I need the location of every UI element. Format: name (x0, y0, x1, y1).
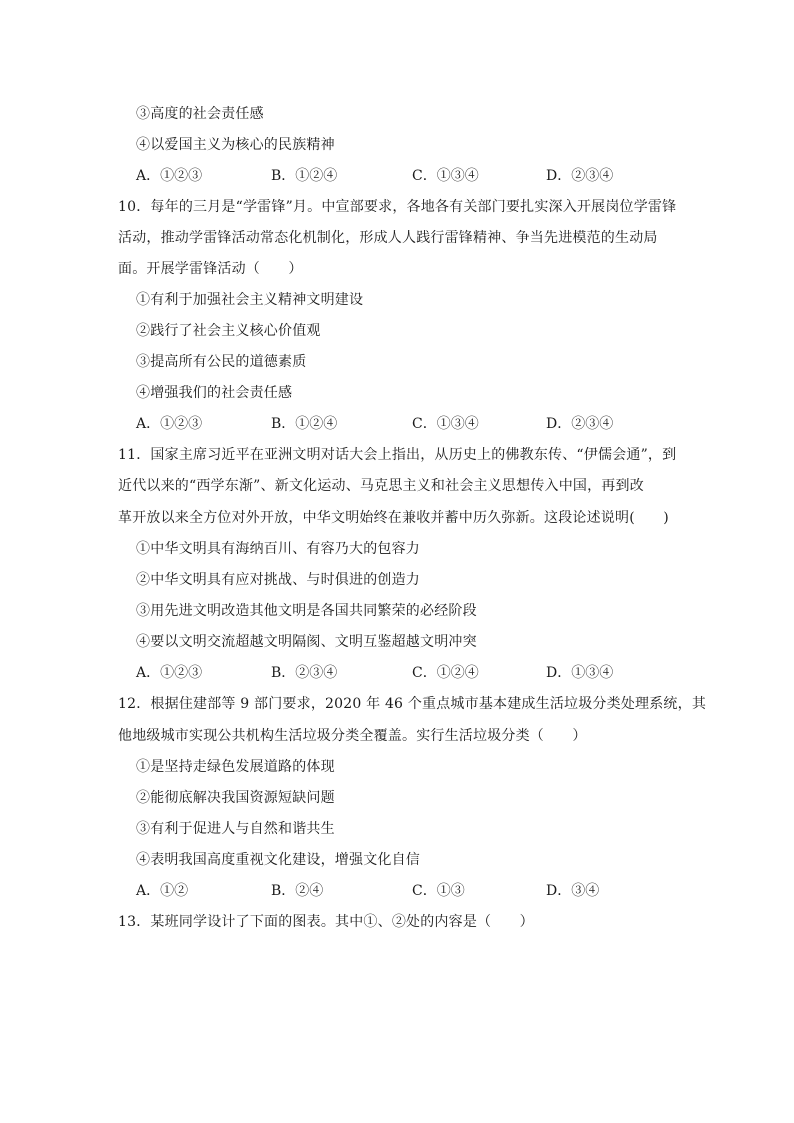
q12-item-1: ①是坚持走绿色发展道路的体现 (136, 759, 335, 775)
q12-stem-line-2: 他地级城市实现公共机构生活垃圾分类全覆盖。实行生活垃圾分类（ ） (118, 728, 587, 744)
q9-item-3: ③高度的社会责任感 (136, 106, 264, 122)
q10-option-d: D．②③④ (546, 416, 614, 432)
q11-options (136, 663, 676, 683)
q11-item-3: ③用先进文明改造其他文明是各国共同繁荣的必经阶段 (136, 603, 477, 619)
q11-option-b: B．②③④ (271, 665, 338, 681)
q10-option-b: B．①②④ (271, 416, 338, 432)
q9-options (136, 166, 676, 186)
q9-option-d: D．②③④ (546, 168, 614, 184)
q9-option-c: C．①③④ (412, 168, 479, 184)
q10-option-c: C．①③④ (412, 416, 479, 432)
q11-option-c: C．①②④ (412, 665, 479, 681)
q11-stem-line-2: 近代以来的“西学东渐”、新文化运动、马克思主义和社会主义思想传入中国，再到改 (118, 478, 644, 494)
q11-stem-line-1: 11．国家主席习近平在亚洲文明对话大会上指出，从历史上的佛教东传、“伊儒会通”，到 (118, 447, 677, 463)
q12-option-c: C．①③ (412, 883, 465, 899)
q11-option-d: D．①③④ (546, 665, 614, 681)
q10-stem-line-1: 10．每年的三月是“学雷锋”月。中宣部要求，各地各有关部门要扎实深入开展岗位学雷锋 (118, 199, 677, 215)
q10-item-3: ③提高所有公民的道德素质 (136, 354, 307, 370)
q10-option-a: A．①②③ (136, 416, 203, 432)
q11-item-2: ②中华文明具有应对挑战、与时俱进的创造力 (136, 572, 420, 588)
q10-item-4: ④增强我们的社会责任感 (136, 385, 293, 401)
q11-option-a: A．①②③ (136, 665, 203, 681)
q12-option-d: D．③④ (546, 883, 600, 899)
q11-stem-line-3: 革开放以来全方位对外开放，中华文明始终在兼收并蓄中历久弥新。这段论述说明( ) (118, 510, 669, 526)
q12-item-3: ③有利于促进人与自然和谐共生 (136, 821, 335, 837)
q10-stem-line-2: 活动，推动学雷锋活动常态化机制化，形成人人践行雷锋精神、争当先进模范的生动局 (118, 230, 658, 246)
q12-option-b: B．②④ (271, 883, 324, 899)
q9-item-4: ④以爱国主义为核心的民族精神 (136, 137, 335, 153)
q12-item-2: ②能彻底解决我国资源短缺问题 (136, 790, 335, 806)
q10-item-1: ①有利于加强社会主义精神文明建设 (136, 292, 364, 308)
q10-stem-line-3: 面。开展学雷锋活动（ ） (118, 261, 303, 277)
q10-item-2: ②践行了社会主义核心价值观 (136, 323, 321, 339)
q9-option-b: B．①②④ (271, 168, 338, 184)
q11-item-1: ①中华文明具有海纳百川、有容乃大的包容力 (136, 541, 420, 557)
q9-option-a: A．①②③ (136, 168, 203, 184)
q11-item-4: ④要以文明交流超越文明隔阂、文明互鉴超越文明冲突 (136, 634, 477, 650)
q10-options (136, 414, 676, 434)
q12-item-4: ④表明我国高度重视文化建设，增强文化自信 (136, 852, 420, 868)
q12-stem-line-1: 12．根据住建部等 9 部门要求，2020 年 46 个重点城市基本建成生活垃圾分类处理系统，其 (118, 696, 707, 712)
q12-option-a: A．①② (136, 883, 189, 899)
q12-options (136, 881, 676, 901)
q13-stem-line-1: 13．某班同学设计了下面的图表。其中①、②处的内容是（ ） (118, 914, 534, 930)
